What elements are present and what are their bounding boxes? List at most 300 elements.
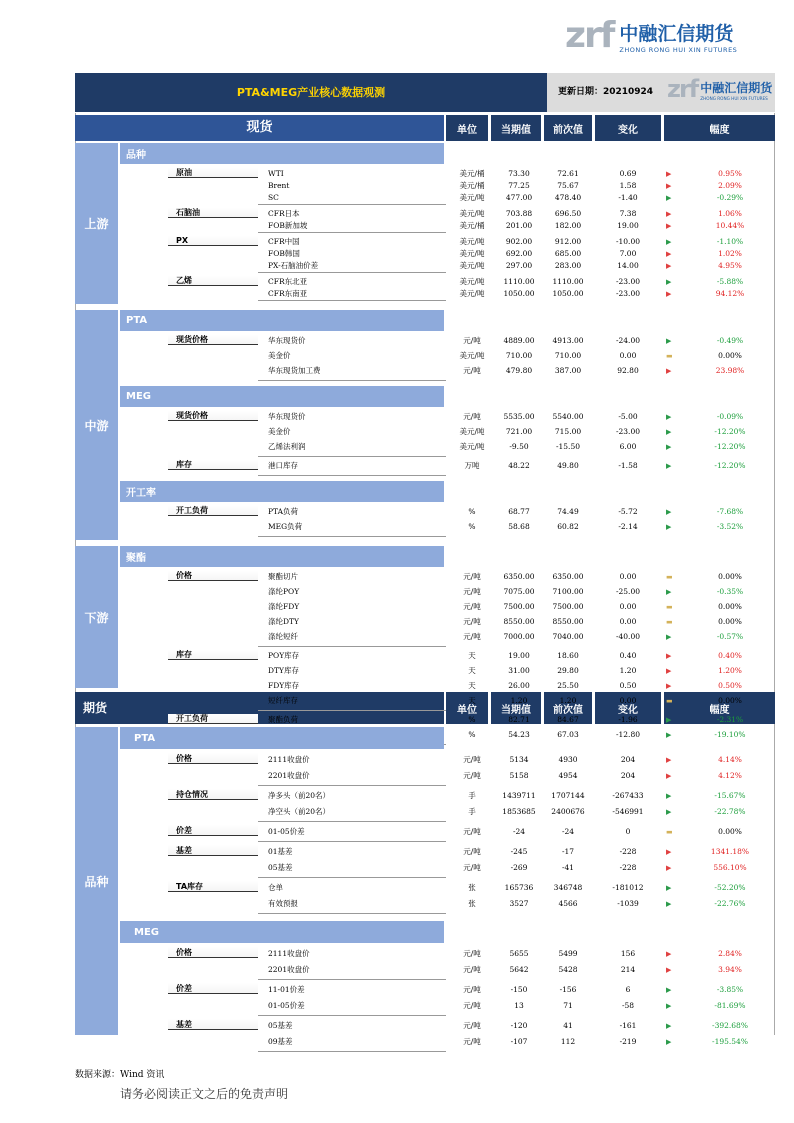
category-现货价格: 现货价格 <box>168 411 258 421</box>
row-previous: 1050.00 <box>552 289 584 298</box>
data-source: 数据来源：Wind 资讯 <box>75 1070 165 1080</box>
row-change: 92.80 <box>617 366 639 375</box>
row-change: -1.40 <box>618 193 638 202</box>
col-previous-futures: 前次值 <box>544 692 592 724</box>
category-基差: 基差 <box>168 845 258 856</box>
row-current: -9.50 <box>509 442 529 451</box>
row-unit: 美元/桶 <box>459 221 485 230</box>
row-unit: 元/吨 <box>463 949 481 958</box>
row-unit: 美元/桶 <box>459 181 485 190</box>
data-row <box>0 460 794 472</box>
row-label: FOB新加坡 <box>268 221 308 230</box>
row-change: -228 <box>619 847 637 856</box>
row-unit: % <box>468 507 476 516</box>
row-current: 73.30 <box>508 169 530 178</box>
data-row <box>0 882 794 894</box>
category-乙烯: 乙烯 <box>168 276 258 286</box>
row-change: 0.00 <box>619 572 637 581</box>
disclaimer: 请务必阅读正文之后的免责声明 <box>120 1087 289 1101</box>
brand-logo-header <box>667 77 772 101</box>
trend-arrow-icon: ▶ <box>666 986 672 994</box>
row-pct: 1.06% <box>718 209 742 218</box>
row-unit: 元/吨 <box>463 602 481 611</box>
row-change: 204 <box>620 771 636 780</box>
row-label: 2111收盘价 <box>268 949 310 958</box>
row-change: 0.40 <box>619 651 637 660</box>
trend-arrow-icon: ▬ <box>666 603 673 611</box>
trend-arrow-icon: ▶ <box>666 756 672 764</box>
trend-arrow-icon: ▶ <box>666 367 672 375</box>
row-previous: 710.00 <box>554 351 582 360</box>
row-label: FDY库存 <box>268 681 300 690</box>
row-previous: -41 <box>561 863 575 872</box>
data-row <box>0 288 794 300</box>
row-previous: 18.60 <box>557 651 579 660</box>
data-row <box>0 826 794 838</box>
row-current: 5134 <box>509 755 529 764</box>
sub-header-PTA: PTA <box>120 310 444 331</box>
row-unit: 元/吨 <box>463 771 481 780</box>
row-change: -1.96 <box>618 715 638 724</box>
trend-arrow-icon: ▶ <box>666 731 672 739</box>
sub-header-MEG: MEG <box>120 386 444 407</box>
data-row <box>0 770 794 782</box>
row-previous: 6350.00 <box>552 572 584 581</box>
sub-header-开工率: 开工率 <box>120 481 444 502</box>
row-previous: 5499 <box>558 949 578 958</box>
row-current: 1050.00 <box>503 289 535 298</box>
data-row <box>0 365 794 377</box>
row-previous: 387.00 <box>554 366 582 375</box>
row-divider <box>258 979 446 980</box>
row-pct: 0.40% <box>718 651 742 660</box>
row-previous: 29.80 <box>557 666 579 675</box>
row-unit: % <box>468 522 476 531</box>
col-unit-futures: 单位 <box>446 692 488 724</box>
trend-arrow-icon: ▬ <box>666 697 673 705</box>
row-current: 77.25 <box>508 181 530 190</box>
data-row <box>0 616 794 628</box>
row-unit: 元/吨 <box>463 847 481 856</box>
row-change: -40.00 <box>615 632 640 641</box>
row-change: 19.00 <box>617 221 639 230</box>
row-current: 1.20 <box>510 696 528 705</box>
row-previous: 4913.00 <box>552 336 584 345</box>
row-label: 华东现货价 <box>268 336 306 345</box>
row-pct: 556.10% <box>713 863 747 872</box>
row-divider <box>258 204 446 205</box>
col-change: 变化 <box>595 115 661 141</box>
row-current: -120 <box>510 1021 528 1030</box>
row-label: 2201收盘价 <box>268 965 310 974</box>
sub-header-MEG: MEG <box>120 921 444 943</box>
row-divider <box>258 821 446 822</box>
row-current: 13 <box>514 1001 524 1010</box>
row-label: 2111收盘价 <box>268 755 310 764</box>
data-row <box>0 948 794 960</box>
trend-arrow-icon: ▶ <box>666 884 672 892</box>
trend-arrow-icon: ▶ <box>666 170 672 178</box>
row-current: 5535.00 <box>503 412 535 421</box>
row-previous: -156 <box>559 985 577 994</box>
row-current: 201.00 <box>505 221 533 230</box>
row-previous: 696.50 <box>554 209 582 218</box>
category-价差: 价差 <box>168 825 258 836</box>
row-unit: 张 <box>468 883 476 892</box>
row-label: 乙烯法利润 <box>268 442 306 451</box>
trend-arrow-icon: ▶ <box>666 1022 672 1030</box>
spot-section-title: 现货 <box>75 115 444 141</box>
trend-arrow-icon: ▶ <box>666 1038 672 1046</box>
data-row <box>0 236 794 248</box>
row-pct: -19.10% <box>714 730 746 739</box>
row-change: -228 <box>619 863 637 872</box>
row-divider <box>258 710 446 711</box>
data-row <box>0 964 794 976</box>
data-row <box>0 248 794 260</box>
row-divider <box>258 475 446 476</box>
row-change: -219 <box>619 1037 637 1046</box>
group-中游: 中游 <box>75 310 118 540</box>
row-label: SC <box>268 193 279 202</box>
data-row <box>0 665 794 677</box>
trend-arrow-icon: ▶ <box>666 864 672 872</box>
data-row <box>0 180 794 192</box>
category-现货价格: 现货价格 <box>168 335 258 345</box>
trend-arrow-icon: ▶ <box>666 716 672 724</box>
row-unit: 元/吨 <box>463 965 481 974</box>
trend-arrow-icon: ▶ <box>666 792 672 800</box>
row-previous: 1.20 <box>559 696 577 705</box>
row-change: -2.14 <box>618 522 638 531</box>
row-label: 短纤库存 <box>268 696 298 705</box>
row-label: CFR日本 <box>268 209 300 218</box>
trend-arrow-icon: ▶ <box>666 682 672 690</box>
row-change: -1.58 <box>618 461 638 470</box>
sub-header-品种: 品种 <box>120 143 444 164</box>
row-previous: 715.00 <box>554 427 582 436</box>
update-date: 更新日期：20210924 <box>547 73 664 112</box>
row-pct: -392.68% <box>712 1021 748 1030</box>
row-label: 华东现货加工费 <box>268 366 321 375</box>
data-row <box>0 898 794 910</box>
col-current-futures: 当期值 <box>491 692 541 724</box>
category-库存: 库存 <box>168 650 258 660</box>
row-change: -161 <box>619 1021 637 1030</box>
row-previous: 7100.00 <box>552 587 584 596</box>
data-row <box>0 260 794 272</box>
row-current: 54.23 <box>508 730 530 739</box>
data-row <box>0 586 794 598</box>
category-开工负荷: 开工负荷 <box>168 506 258 516</box>
data-row <box>0 601 794 613</box>
trend-arrow-icon: ▶ <box>666 222 672 230</box>
row-current: -24 <box>512 827 526 836</box>
row-change: 0.00 <box>619 617 637 626</box>
row-pct: 0.00% <box>718 602 742 611</box>
trend-arrow-icon: ▶ <box>666 966 672 974</box>
trend-arrow-icon: ▶ <box>666 633 672 641</box>
row-current: 1853685 <box>502 807 536 816</box>
row-change: -5.72 <box>618 507 638 516</box>
row-unit: 元/吨 <box>463 755 481 764</box>
data-row <box>0 862 794 874</box>
row-label: 聚酯负荷 <box>268 715 298 724</box>
row-change: 7.00 <box>619 249 637 258</box>
row-previous: 4566 <box>558 899 578 908</box>
row-pct: 2.09% <box>718 181 742 190</box>
row-current: 7000.00 <box>503 632 535 641</box>
trend-arrow-icon: ▬ <box>666 618 673 626</box>
row-change: 0.50 <box>619 681 637 690</box>
category-价差: 价差 <box>168 983 258 994</box>
col-previous: 前次值 <box>544 115 592 141</box>
row-label: 美金价 <box>268 351 291 360</box>
row-previous: 41 <box>563 1021 573 1030</box>
data-row <box>0 521 794 533</box>
data-row <box>0 426 794 438</box>
row-current: 721.00 <box>505 427 533 436</box>
data-row <box>0 192 794 204</box>
row-previous: 72.61 <box>557 169 579 178</box>
row-unit: 美元/吨 <box>459 442 485 451</box>
row-divider <box>258 456 446 457</box>
row-change: -546991 <box>612 807 644 816</box>
row-label: FOB韩国 <box>268 249 300 258</box>
row-label: 华东现货价 <box>268 412 306 421</box>
row-previous: -17 <box>561 847 575 856</box>
row-change: -23.00 <box>615 289 640 298</box>
row-change: 0.00 <box>619 602 637 611</box>
row-divider <box>258 785 446 786</box>
row-label: Brent <box>268 181 290 190</box>
col-unit: 单位 <box>446 115 488 141</box>
row-pct: 1.20% <box>718 666 742 675</box>
trend-arrow-icon: ▶ <box>666 462 672 470</box>
row-pct: -7.68% <box>716 507 744 516</box>
row-unit: 元/吨 <box>463 827 481 836</box>
row-unit: 美元/吨 <box>459 209 485 218</box>
row-current: 703.88 <box>505 209 533 218</box>
data-row <box>0 1036 794 1048</box>
row-unit: 元/吨 <box>463 587 481 596</box>
row-label: CFR中国 <box>268 237 300 246</box>
data-row <box>0 1020 794 1032</box>
row-current: 710.00 <box>505 351 533 360</box>
brand-logo-top <box>565 15 738 56</box>
data-row <box>0 335 794 347</box>
row-current: 6350.00 <box>503 572 535 581</box>
row-unit: 美元/吨 <box>459 193 485 202</box>
row-change: -1039 <box>617 899 639 908</box>
trend-arrow-icon: ▶ <box>666 238 672 246</box>
row-pct: -5.88% <box>716 277 744 286</box>
row-change: -23.00 <box>615 427 640 436</box>
row-divider <box>258 1051 446 1052</box>
trend-arrow-icon: ▶ <box>666 652 672 660</box>
row-previous: 67.03 <box>557 730 579 739</box>
brand-name-cn-small: 中融汇信期货 <box>700 81 773 95</box>
row-unit: 元/吨 <box>463 336 481 345</box>
row-label: CFR东南亚 <box>268 289 308 298</box>
row-label: 涤纶DTY <box>268 617 299 626</box>
row-current: -107 <box>510 1037 528 1046</box>
row-label: 港口库存 <box>268 461 298 470</box>
row-label: 11-01价差 <box>268 985 305 994</box>
row-previous: 1110.00 <box>552 277 584 286</box>
row-unit: 美元/吨 <box>459 249 485 258</box>
row-pct: -0.09% <box>716 412 744 421</box>
row-pct: -81.69% <box>714 1001 746 1010</box>
row-pct: 4.95% <box>718 261 742 270</box>
row-pct: 1.02% <box>718 249 742 258</box>
row-change: -181012 <box>612 883 644 892</box>
row-current: 1110.00 <box>503 277 535 286</box>
row-current: -269 <box>510 863 528 872</box>
trend-arrow-icon: ▬ <box>666 828 673 836</box>
data-row <box>0 411 794 423</box>
trend-arrow-icon: ▶ <box>666 210 672 218</box>
row-pct: -0.57% <box>716 632 744 641</box>
row-divider <box>258 646 446 647</box>
row-label: 净多头（前20名） <box>268 791 331 800</box>
row-label: PTA负荷 <box>268 507 299 516</box>
row-previous: 4930 <box>558 755 578 764</box>
data-row <box>0 350 794 362</box>
row-change: -5.00 <box>618 412 638 421</box>
data-row <box>0 276 794 288</box>
brand-name-cn: 中融汇信期货 <box>619 23 734 45</box>
row-divider <box>258 913 446 914</box>
row-previous: 182.00 <box>554 221 582 230</box>
row-pct: 23.98% <box>715 366 745 375</box>
row-current: -150 <box>510 985 528 994</box>
row-current: 5158 <box>509 771 529 780</box>
row-label: MEG负荷 <box>268 522 303 531</box>
row-pct: -22.76% <box>714 899 746 908</box>
row-pct: 0.50% <box>718 681 742 690</box>
row-pct: 0.00% <box>718 351 742 360</box>
row-label: 涤纶POY <box>268 587 300 596</box>
trend-arrow-icon: ▶ <box>666 772 672 780</box>
row-current: 5642 <box>509 965 529 974</box>
category-原油: 原油 <box>168 168 258 178</box>
category-开工负荷: 开工负荷 <box>168 714 258 724</box>
data-row <box>0 1000 794 1012</box>
row-previous: 5428 <box>558 965 578 974</box>
row-label: 2201收盘价 <box>268 771 310 780</box>
group-下游: 下游 <box>75 546 118 688</box>
row-change: 0.69 <box>619 169 637 178</box>
row-change: -10.00 <box>615 237 640 246</box>
row-current: 48.22 <box>508 461 530 470</box>
data-row <box>0 631 794 643</box>
trend-arrow-icon: ▶ <box>666 337 672 345</box>
row-previous: 60.82 <box>557 522 579 531</box>
row-label: 01-05价差 <box>268 827 305 836</box>
row-unit: 元/吨 <box>463 1001 481 1010</box>
row-unit: 元/吨 <box>463 366 481 375</box>
row-unit: 元/吨 <box>463 863 481 872</box>
row-unit: 手 <box>468 807 476 816</box>
row-current: 82.71 <box>508 715 530 724</box>
row-previous: 84.67 <box>557 715 579 724</box>
trend-arrow-icon: ▶ <box>666 1002 672 1010</box>
trend-arrow-icon: ▶ <box>666 278 672 286</box>
row-current: 8550.00 <box>503 617 535 626</box>
row-unit: 天 <box>468 696 476 705</box>
row-previous: 4954 <box>558 771 578 780</box>
row-label: 01基差 <box>268 847 293 856</box>
sub-header-聚酯: 聚酯 <box>120 546 444 567</box>
row-label: 仓单 <box>268 883 283 892</box>
row-pct: 10.44% <box>715 221 745 230</box>
row-unit: 天 <box>468 681 476 690</box>
row-change: 14.00 <box>617 261 639 270</box>
row-change: 1.20 <box>619 666 637 675</box>
row-pct: -12.20% <box>714 442 746 451</box>
category-价格: 价格 <box>168 947 258 958</box>
row-unit: 元/吨 <box>463 1021 481 1030</box>
row-previous: -24 <box>561 827 575 836</box>
data-row <box>0 806 794 818</box>
row-previous: 912.00 <box>554 237 582 246</box>
row-unit: 元/吨 <box>463 985 481 994</box>
data-row <box>0 846 794 858</box>
row-pct: -0.35% <box>716 587 744 596</box>
trend-arrow-icon: ▶ <box>666 428 672 436</box>
category-基差: 基差 <box>168 1019 258 1030</box>
trend-arrow-icon: ▶ <box>666 443 672 451</box>
row-pct: -12.20% <box>714 427 746 436</box>
row-pct: 94.12% <box>715 289 745 298</box>
trend-arrow-icon: ▶ <box>666 588 672 596</box>
row-divider <box>258 232 446 233</box>
row-unit: 手 <box>468 791 476 800</box>
row-pct: 0.95% <box>718 169 742 178</box>
row-label: 09基差 <box>268 1037 293 1046</box>
row-change: -58 <box>621 1001 635 1010</box>
row-change: 0.00 <box>619 696 637 705</box>
row-previous: 346748 <box>553 883 583 892</box>
trend-arrow-icon: ▶ <box>666 182 672 190</box>
row-unit: 元/吨 <box>463 617 481 626</box>
row-current: 479.80 <box>505 366 533 375</box>
row-current: 4889.00 <box>503 336 535 345</box>
data-row <box>0 220 794 232</box>
trend-arrow-icon: ▶ <box>666 250 672 258</box>
row-current: 5655 <box>509 949 529 958</box>
row-current: 7075.00 <box>503 587 535 596</box>
row-unit: 美元/吨 <box>459 351 485 360</box>
row-current: 477.00 <box>505 193 533 202</box>
data-row <box>0 168 794 180</box>
col-pct-futures: 幅度 <box>664 692 775 724</box>
trend-arrow-icon: ▶ <box>666 523 672 531</box>
row-unit: 美元/吨 <box>459 289 485 298</box>
row-pct: -22.78% <box>714 807 746 816</box>
row-change: 6 <box>625 985 631 994</box>
category-库存: 库存 <box>168 460 258 470</box>
row-current: 26.00 <box>508 681 530 690</box>
row-unit: % <box>468 715 476 724</box>
row-label: 05基差 <box>268 863 293 872</box>
data-row <box>0 208 794 220</box>
row-previous: 1707144 <box>551 791 585 800</box>
row-pct: 4.12% <box>718 771 742 780</box>
col-pct: 幅度 <box>664 115 775 141</box>
data-row <box>0 695 794 707</box>
